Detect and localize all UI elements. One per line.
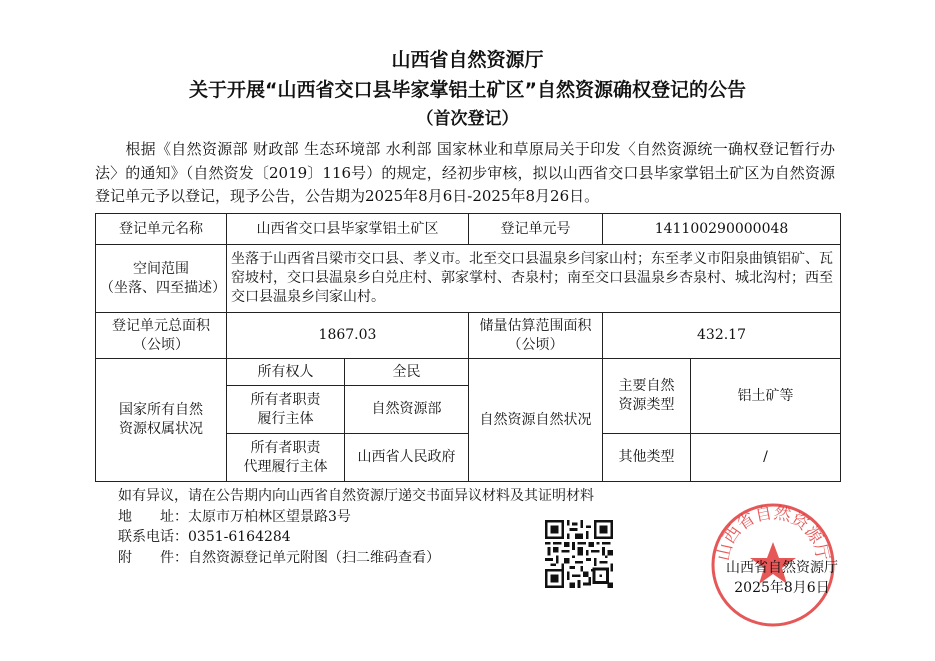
intro-paragraph (95, 138, 835, 209)
unit-name-value: 山西省交口县毕家掌铝土矿区 (227, 214, 469, 245)
ownership-label-line1: 国家所有自然 (119, 402, 203, 418)
reserve-area-label-line2: （公顷） (507, 336, 564, 353)
owner-value: 全民 (345, 359, 469, 386)
signoff (712, 558, 852, 598)
intro-text: 根据《自然资源部 财政部 生态环境部 水利部 国家林业和草原局关于印发〈自然资源统一确权登记暂行办法〉的通知》（自然资发〔2019〕116号）的规定，经初步审核，拟以山西省交口县毕家掌铝土矿区为自然资源登记单元予以登记，现予公告，公告期为2025年8月6日-2025年8月26日。 (95, 140, 835, 205)
main-type-value: 铝土矿等 (691, 359, 841, 434)
duty-label (227, 386, 345, 434)
main-type-label (603, 359, 691, 434)
seal-text: 山西省自然资源厅 (713, 503, 833, 563)
attachment-value: 自然资源登记单元附图（扫二维码查看） (188, 549, 440, 566)
scope-label-line1: 空间范围 (133, 260, 189, 277)
main-type-label-line2: 资源类型 (618, 397, 675, 413)
contact-footer (118, 486, 594, 568)
agent-label (227, 434, 345, 482)
ownership-label-line2: 资源权属状况 (119, 421, 203, 437)
table-row (96, 313, 841, 359)
unit-no-label: 登记单元号 (469, 214, 603, 245)
notice-title: 关于开展“山西省交口县毕家掌铝土矿区”自然资源确权登记的公告 (189, 79, 746, 101)
scope-label (96, 245, 227, 313)
signoff-org: 山西省自然资源厅 (726, 560, 838, 576)
total-area-label (96, 313, 227, 359)
registration-table (95, 213, 841, 482)
scope-value: 坐落于山西省吕梁市交口县、孝义市。北至交口县温泉乡闫家山村；东至孝义市阳泉曲镇铝矿、瓦窑坡村，交口县温泉乡白兑庄村、郭家掌村、杏泉村；南至交口县温泉乡杏泉村、城北沟村；西至交口县温泉乡闫家山村。 (227, 245, 841, 313)
total-area-label-line2: （公顷） (133, 336, 189, 353)
address-label: 地 址： (118, 508, 188, 525)
main-type-label-line1: 主要自然 (618, 378, 675, 394)
table-row (96, 245, 841, 313)
ownership-label (96, 359, 227, 482)
table-row (96, 214, 841, 245)
reserve-area-label (469, 313, 603, 359)
duty-value: 自然资源部 (345, 386, 469, 434)
total-area-value: 1867.03 (227, 313, 469, 359)
status-label: 自然资源自然状况 (469, 359, 603, 482)
unit-no-value: 141100290000048 (603, 214, 841, 245)
phone-value: 0351-6164284 (188, 529, 291, 545)
attachment-line (118, 548, 594, 569)
qr-code[interactable] (545, 520, 613, 588)
phone-label: 联系电话： (118, 529, 188, 545)
signoff-date: 2025年8月6日 (734, 580, 830, 596)
scope-label-line2: （坐落、四至描述） (100, 279, 226, 296)
phone-line (118, 527, 594, 548)
agent-label-line2: 代理履行主体 (243, 458, 328, 475)
agent-label-line1: 所有者职责 (250, 439, 321, 456)
other-type-label: 其他类型 (603, 434, 691, 482)
reserve-area-label-line1: 储量估算范围面积 (479, 317, 592, 334)
address-value: 太原市万柏林区望景路3号 (188, 508, 351, 525)
objection-line: 如有异议，请在公告期内向山西省自然资源厅递交书面异议材料及其证明材料 (118, 488, 594, 504)
unit-name-label: 登记单元名称 (96, 214, 227, 245)
owner-label: 所有权人 (227, 359, 345, 386)
total-area-label-line1: 登记单元总面积 (112, 317, 210, 334)
other-type-value: / (691, 434, 841, 482)
reserve-area-value: 432.17 (603, 313, 841, 359)
table-row (96, 359, 841, 386)
notice-authority: 山西省自然资源厅 (391, 49, 544, 71)
attachment-label: 附 件： (118, 549, 188, 566)
duty-label-line1: 所有者职责 (250, 391, 321, 408)
agent-value: 山西省人民政府 (345, 434, 469, 482)
duty-label-line2: 履行主体 (257, 410, 314, 427)
notice-subtitle: （首次登记） (416, 109, 519, 129)
address-line (118, 507, 594, 528)
